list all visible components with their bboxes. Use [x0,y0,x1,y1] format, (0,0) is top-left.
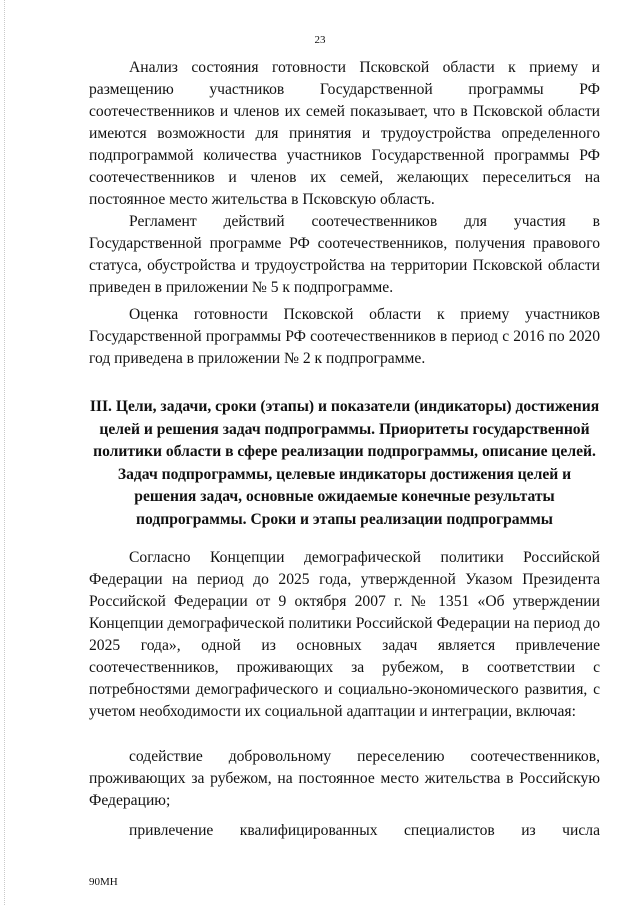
paragraph-readiness-assessment: Оценка готовности Псковской области к приему участников Государственной программы РФ соотечественников в период с 2016 по 2020 год приведена в приложении № 2 к подпрограмме. [89,306,600,367]
section-heading: III. Цели, задачи, сроки (этапы) и показатели (индикаторы) достижения целей и решения задач подпрограммы. Приоритеты государственной политики области в сфере реализации подпрограммы, описание целей. Задач подпрограммы, целевые индикаторы достижения целей и решения задач, основные ожидаемые конечные результаты подпрограммы. Сроки и этапы реализации подпрограммы [89,398,600,528]
paragraph-readiness-analysis: Анализ состояния готовности Псковской области к приему и размещению участников Государственной программы РФ соотечественников и членов их семей показывает, что в Псковской области имеются возможности для принятия и трудоустройства определенного подпрограммой количества участников Государственной программы РФ соотечественников и членов их семей, желающих переселиться на постоянное место жительства в Псковскую область. [89,59,600,208]
page-number: 23 [314,34,326,46]
paragraph-demographic-concept: Согласно Концепции демографической политики Российской Федерации на период до 2025 года, утвержденной Указом Президента Российской Федерации от 9 октября 2007 г. № 1351 «Об утверждении Концепции демографической политики Российской Федерации на период до 2025 года», одной из основных задач является привлечение соотечественников, проживающих за рубежом, в соответствии с потребностями демографического и социально-экономического развития, с учетом необходимости их социальной адаптации и интеграции, включая: [89,549,600,720]
paragraph-voluntary-resettlement: содействие добровольному переселению соотечественников, проживающих за рубежом, на постоянное место жительства в Российскую Федерацию; [89,748,600,809]
paragraph-qualified-specialists: привлечение квалифицированных специалистов из числа [129,822,600,839]
scan-edge [4,0,6,905]
paragraph-regulation: Регламент действий соотечественников для участия в Государственной программе РФ соотечественников, получения правового статуса, обустройства и трудоустройства на территории Псковской области приведен в приложении № 5 к подпрограмме. [89,213,600,296]
footer-code: 90МН [89,876,118,888]
